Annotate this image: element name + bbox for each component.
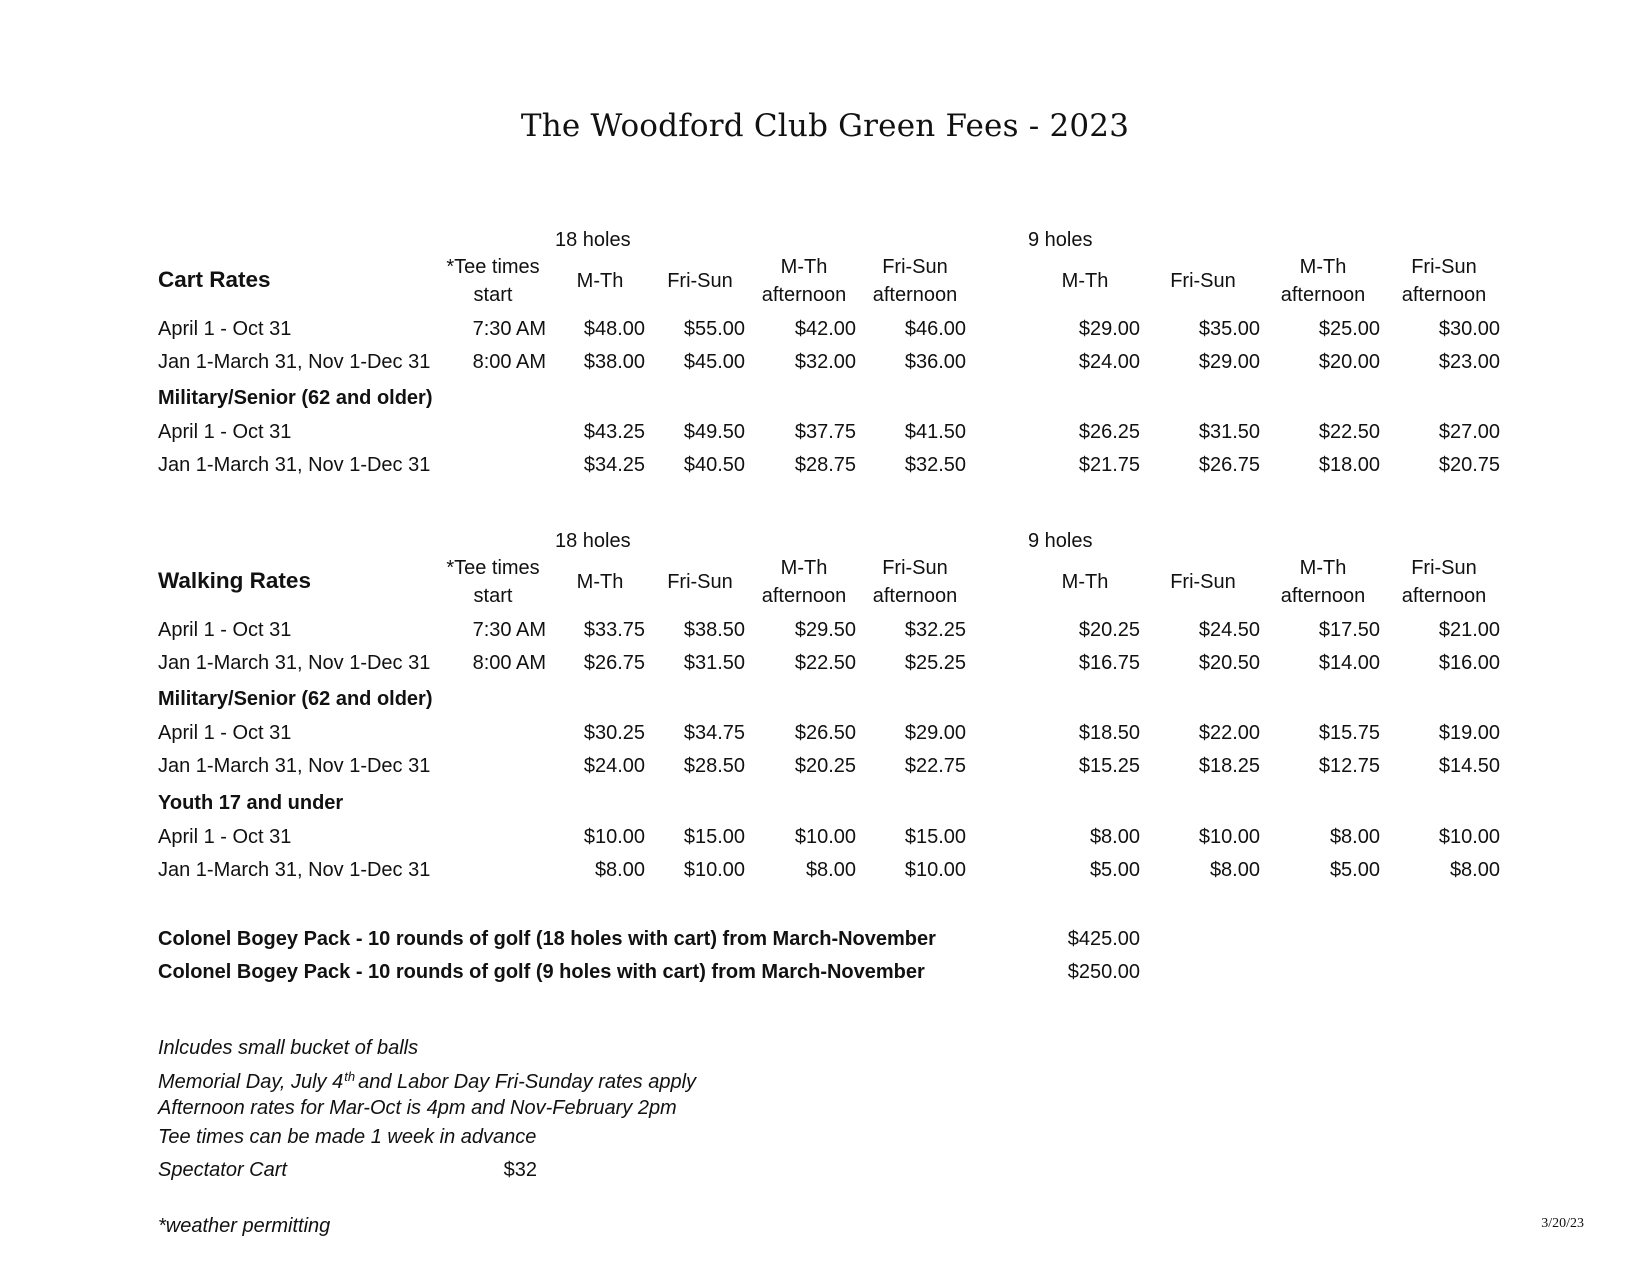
col-header-frisun_pm-afternoon: afternoon [872, 585, 958, 607]
col-header-mth_pm: M-Th [1299, 256, 1347, 278]
military-row-value: $28.75 [794, 454, 856, 476]
youth-row-value: $10.00 [794, 826, 856, 848]
military-row-value: $20.25 [794, 755, 856, 777]
military-row-value: $15.25 [1078, 755, 1140, 777]
rate-row-value: $24.50 [1198, 619, 1260, 641]
military-row-label: Jan 1-March 31, Nov 1-Dec 31 [158, 454, 431, 476]
section-heading: Cart Rates [158, 267, 271, 292]
military-row-value: $21.75 [1078, 454, 1140, 476]
col-header-mth_pm-afternoon: afternoon [1280, 284, 1366, 306]
weather-note: *weather permitting [158, 1215, 331, 1237]
youth-row-value: $10.00 [1438, 826, 1500, 848]
military-row-value: $49.50 [683, 421, 745, 443]
rate-row-value: $38.00 [583, 351, 645, 373]
military-row-value: $43.25 [583, 421, 645, 443]
military-row-label: April 1 - Oct 31 [158, 722, 292, 744]
group-18-holes: 18 holes [555, 229, 631, 251]
military-row-value: $31.50 [1198, 421, 1260, 443]
spectator-cart-price: $32 [503, 1159, 537, 1181]
rate-row-tee-time: 7:30 AM [472, 619, 546, 641]
military-row-value: $26.25 [1078, 421, 1140, 443]
military-row-label: April 1 - Oct 31 [158, 421, 292, 443]
note-tee-advance: Tee times can be made 1 week in advance [158, 1126, 537, 1148]
col-header-mth_pm: M-Th [780, 256, 828, 278]
col-header-frisun_pm-afternoon: afternoon [1401, 585, 1487, 607]
rate-row-value: $14.00 [1318, 652, 1380, 674]
group-9-holes: 9 holes [1028, 530, 1093, 552]
rate-row-value: $30.00 [1438, 318, 1500, 340]
note-bucket: Inlcudes small bucket of balls [158, 1037, 419, 1059]
col-header-frisun_pm-afternoon: afternoon [872, 284, 958, 306]
military-senior-heading: Military/Senior (62 and older) [158, 688, 433, 710]
military-row-value: $26.50 [794, 722, 856, 744]
military-row-value: $37.75 [794, 421, 856, 443]
spectator-cart-label: Spectator Cart [158, 1159, 287, 1181]
tee-times-header: *Tee times [446, 557, 540, 579]
col-header-frisun: Fri-Sun [1170, 270, 1236, 292]
rate-row-value: $35.00 [1198, 318, 1260, 340]
military-row-value: $19.00 [1438, 722, 1500, 744]
note-afternoon: Afternoon rates for Mar-Oct is 4pm and Nov-February 2pm [158, 1097, 677, 1119]
rate-row-value: $48.00 [583, 318, 645, 340]
rate-row-value: $20.00 [1318, 351, 1380, 373]
youth-row-value: $10.00 [1198, 826, 1260, 848]
rate-row-value: $25.00 [1318, 318, 1380, 340]
youth-row-value: $5.00 [1329, 859, 1380, 881]
rate-row-value: $33.75 [583, 619, 645, 641]
tee-times-header-start: start [473, 284, 513, 306]
rate-row-value: $45.00 [683, 351, 745, 373]
col-header-mth_pm-afternoon: afternoon [761, 284, 847, 306]
youth-row-value: $10.00 [583, 826, 645, 848]
military-row-value: $34.25 [583, 454, 645, 476]
youth-row-value: $10.00 [683, 859, 745, 881]
youth-row-value: $5.00 [1089, 859, 1140, 881]
rate-row-value: $32.00 [794, 351, 856, 373]
military-row-value: $28.50 [683, 755, 745, 777]
col-header-mth_pm: M-Th [780, 557, 828, 579]
group-18-holes: 18 holes [555, 530, 631, 552]
rate-row-value: $17.50 [1318, 619, 1380, 641]
section-heading: Walking Rates [158, 568, 311, 593]
note-holidays: Memorial Day, July 4th and Labor Day Fri-Sunday rates apply [158, 1069, 697, 1093]
rate-row-value: $20.25 [1078, 619, 1140, 641]
military-row-value: $24.00 [583, 755, 645, 777]
superscript-th: th [344, 1069, 356, 1084]
military-row-value: $15.75 [1318, 722, 1380, 744]
col-header-mth: M-Th [576, 571, 624, 593]
col-header-frisun_pm: Fri-Sun [882, 557, 948, 579]
rate-row-label: April 1 - Oct 31 [158, 318, 292, 340]
military-row-value: $34.75 [683, 722, 745, 744]
rate-row-value: $29.00 [1198, 351, 1260, 373]
military-row-value: $18.25 [1198, 755, 1260, 777]
rate-row-value: $16.75 [1078, 652, 1140, 674]
military-row-label: Jan 1-March 31, Nov 1-Dec 31 [158, 755, 431, 777]
military-row-value: $12.75 [1318, 755, 1380, 777]
military-row-value: $27.00 [1438, 421, 1500, 443]
rate-row-value: $29.50 [794, 619, 856, 641]
col-header-frisun_pm: Fri-Sun [882, 256, 948, 278]
youth-row-value: $15.00 [683, 826, 745, 848]
military-senior-heading: Military/Senior (62 and older) [158, 387, 433, 409]
youth-row-value: $8.00 [594, 859, 645, 881]
youth-row-value: $8.00 [1329, 826, 1380, 848]
rate-row-value: $55.00 [683, 318, 745, 340]
rate-row-value: $31.50 [683, 652, 745, 674]
youth-row-label: April 1 - Oct 31 [158, 826, 292, 848]
tee-times-header: *Tee times [446, 256, 540, 278]
col-header-mth: M-Th [1061, 571, 1109, 593]
youth-row-value: $8.00 [1089, 826, 1140, 848]
rate-row-value: $20.50 [1198, 652, 1260, 674]
military-row-value: $22.50 [1318, 421, 1380, 443]
rate-row-value: $21.00 [1438, 619, 1500, 641]
youth-heading: Youth 17 and under [158, 792, 344, 814]
military-row-value: $26.75 [1198, 454, 1260, 476]
col-header-frisun_pm-afternoon: afternoon [1401, 284, 1487, 306]
col-header-frisun_pm: Fri-Sun [1411, 557, 1477, 579]
rate-row-value: $36.00 [904, 351, 966, 373]
military-row-value: $22.00 [1198, 722, 1260, 744]
military-row-value: $14.50 [1438, 755, 1500, 777]
rate-row-label: April 1 - Oct 31 [158, 619, 292, 641]
rate-row-value: $16.00 [1438, 652, 1500, 674]
group-9-holes: 9 holes [1028, 229, 1093, 251]
rate-row-value: $32.25 [904, 619, 966, 641]
col-header-frisun: Fri-Sun [667, 571, 733, 593]
military-row-value: $40.50 [683, 454, 745, 476]
military-row-value: $18.50 [1078, 722, 1140, 744]
rate-row-tee-time: 7:30 AM [472, 318, 546, 340]
youth-row-value: $8.00 [1209, 859, 1260, 881]
youth-row-value: $8.00 [805, 859, 856, 881]
military-row-value: $30.25 [583, 722, 645, 744]
col-header-frisun: Fri-Sun [667, 270, 733, 292]
military-row-value: $32.50 [904, 454, 966, 476]
rate-row-value: $22.50 [794, 652, 856, 674]
military-row-value: $41.50 [904, 421, 966, 443]
col-header-frisun_pm: Fri-Sun [1411, 256, 1477, 278]
rate-row-value: $26.75 [583, 652, 645, 674]
rate-row-tee-time: 8:00 AM [472, 351, 546, 373]
rate-row-value: $46.00 [904, 318, 966, 340]
rate-row-label: Jan 1-March 31, Nov 1-Dec 31 [158, 351, 431, 373]
col-header-mth_pm-afternoon: afternoon [761, 585, 847, 607]
youth-row-value: $8.00 [1449, 859, 1500, 881]
military-row-value: $20.75 [1438, 454, 1500, 476]
col-header-mth: M-Th [576, 270, 624, 292]
pack-18-price: $425.00 [1067, 928, 1140, 950]
rate-row-value: $42.00 [794, 318, 856, 340]
rate-row-value: $25.25 [904, 652, 966, 674]
military-row-value: $22.75 [904, 755, 966, 777]
military-row-value: $29.00 [904, 722, 966, 744]
document-date: 3/20/23 [1541, 1216, 1584, 1231]
rate-row-value: $38.50 [683, 619, 745, 641]
col-header-mth_pm: M-Th [1299, 557, 1347, 579]
youth-row-value: $10.00 [904, 859, 966, 881]
rate-row-value: $29.00 [1078, 318, 1140, 340]
rate-row-tee-time: 8:00 AM [472, 652, 546, 674]
pack-18-label: Colonel Bogey Pack - 10 rounds of golf (18 holes with cart) from March-November [158, 928, 936, 950]
military-row-value: $18.00 [1318, 454, 1380, 476]
rate-row-value: $23.00 [1438, 351, 1500, 373]
rate-row-label: Jan 1-March 31, Nov 1-Dec 31 [158, 652, 431, 674]
tee-times-header-start: start [473, 585, 513, 607]
col-header-mth_pm-afternoon: afternoon [1280, 585, 1366, 607]
pack-9-price: $250.00 [1067, 961, 1140, 983]
pack-9-label: Colonel Bogey Pack - 10 rounds of golf (9 holes with cart) from March-November [158, 961, 925, 983]
rate-row-value: $24.00 [1078, 351, 1140, 373]
col-header-mth: M-Th [1061, 270, 1109, 292]
youth-row-label: Jan 1-March 31, Nov 1-Dec 31 [158, 859, 431, 881]
col-header-frisun: Fri-Sun [1170, 571, 1236, 593]
page-title: The Woodford Club Green Fees - 2023 [520, 108, 1130, 144]
youth-row-value: $15.00 [904, 826, 966, 848]
